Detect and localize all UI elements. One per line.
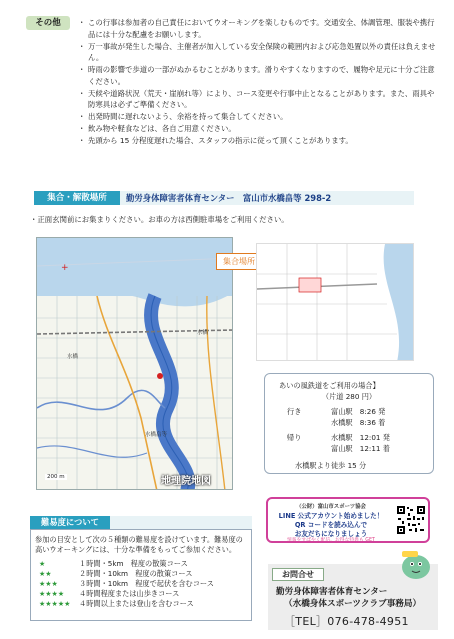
assembly-tag: 集合・解散場所 <box>34 191 120 205</box>
line-org: （公財）富山市スポーツ協会 <box>296 504 366 510</box>
train-time: 富山駅 12:11 着 <box>331 444 390 453</box>
assembly-place: 勤労身体障害者体育センター 富山市水橋畠等 298-2 <box>126 193 332 203</box>
svg-text:水橋畠等: 水橋畠等 <box>145 432 168 438</box>
line-headline: LINE 公式アカウント始めました！ <box>278 512 384 520</box>
difficulty-text: ２時間・10km 程度の散策コース <box>79 569 193 578</box>
list-item: ・ 先頭から 15 分程度遅れた場合、スタッフの指示に従って頂くことがあります。 <box>80 135 438 147</box>
list-item: ・ 時雨の影響で歩道の一部がぬかるむことがあります。滑りやすくなりますので、履物や足元に十分ご注意ください。 <box>80 64 438 87</box>
train-title: あいの風鉄道をご利用の場合】 <box>279 381 380 390</box>
train-fare: （片道 280 円） <box>321 392 377 401</box>
difficulty-text: ４時間程度または山歩きコース <box>79 589 180 598</box>
list-item <box>35 599 247 609</box>
star-icon: ★ <box>39 560 46 568</box>
meeting-point-callout: 集合場所 <box>216 253 262 270</box>
train-walk: 水橋駅より徒歩 15 分 <box>295 461 367 470</box>
difficulty-text: ４時間以上または登山を含むコース <box>79 599 194 608</box>
map-graphic <box>37 238 233 490</box>
difficulty-list <box>35 559 247 609</box>
list-item <box>35 589 247 599</box>
svg-text:水橋: 水橋 <box>67 354 79 360</box>
list-item: ・ 出発時間に遅れないよう、余裕を持って集合してください。 <box>80 111 438 123</box>
list-item <box>35 569 247 579</box>
difficulty-box <box>30 529 252 621</box>
train-row-return <box>273 432 425 454</box>
list-item <box>35 579 247 589</box>
list-item: ・ この行事は参加者の自己責任においてウオーキングを楽しむものです。交通安全、体調管理、服装や携行品には十分な配慮をお願いします。 <box>80 17 438 40</box>
list-item: ・ 天候や道路状況（荒天・崖崩れ等）により、コース変更や行事中止となることがあります。また、雨具や防寒具は必ずご準備ください。 <box>80 88 438 111</box>
contact-name: 勤労身体障害者体育センター <box>276 587 388 597</box>
line-text: QR コードを読み込んで <box>294 521 368 529</box>
difficulty-text: １時間・5km 程度の散策コース <box>79 559 188 568</box>
inset-map <box>256 243 414 361</box>
line-text: お友だちになりましょう <box>294 530 368 538</box>
train-label: 行き <box>287 407 302 416</box>
line-account-box[interactable] <box>266 497 430 543</box>
assembly-header <box>34 191 414 205</box>
inset-map-graphic <box>257 244 414 361</box>
contact-sub: （水橋身体スポーツクラブ事務局） <box>284 599 422 609</box>
train-time: 富山駅 8:26 発 <box>331 407 386 416</box>
contact-phone[interactable]: ［TEL］076-478-4951 <box>284 615 409 628</box>
other-tag: その他 <box>26 16 70 30</box>
train-time: 水橋駅 8:36 着 <box>331 418 386 427</box>
map-scale: 200 m <box>47 474 65 480</box>
qr-code-icon[interactable] <box>396 505 426 535</box>
area-map <box>36 237 233 490</box>
svg-text:水橋: 水橋 <box>197 330 209 336</box>
mascot-icon <box>384 545 438 583</box>
map-credit: 地理院地図 <box>161 476 211 487</box>
train-time: 水橋駅 12:01 発 <box>331 433 390 442</box>
train-label: 帰り <box>287 433 302 442</box>
difficulty-header <box>30 516 252 529</box>
train-info-box <box>264 373 434 474</box>
difficulty-intro: 参加の目安として次の５種類の難易度を設けています。難易度の高いウオーキングには、十分な準備をもってご参加ください。 <box>35 535 243 554</box>
svg-text:+: + <box>61 263 69 273</box>
difficulty-tag: 難易度について <box>30 516 110 529</box>
line-footer: 情報をすばやく配信、お得な特典も GET <box>287 538 375 543</box>
train-row-outbound <box>273 406 425 428</box>
list-item: ・ 飲み物や軽食などは、各自ご用意ください。 <box>80 123 438 135</box>
star-icon: ★★★★ <box>39 590 65 598</box>
star-icon: ★★★★★ <box>39 600 71 608</box>
contact-tag: お問合せ <box>272 568 324 581</box>
star-icon: ★★ <box>39 570 52 578</box>
list-item: ・ 万一事故が発生した場合、主催者が加入している安全保険の範囲内および応急処置以外の責任は負えません。 <box>80 41 438 64</box>
star-icon: ★★★ <box>39 580 58 588</box>
list-item <box>35 559 247 569</box>
other-list <box>80 17 438 147</box>
difficulty-text: ３時間・10km 程度で起伏を含むコース <box>79 579 214 588</box>
assembly-note: ・ 正面玄関前にお集まりください。お車の方は西側駐車場をご利用ください。 <box>34 214 424 225</box>
